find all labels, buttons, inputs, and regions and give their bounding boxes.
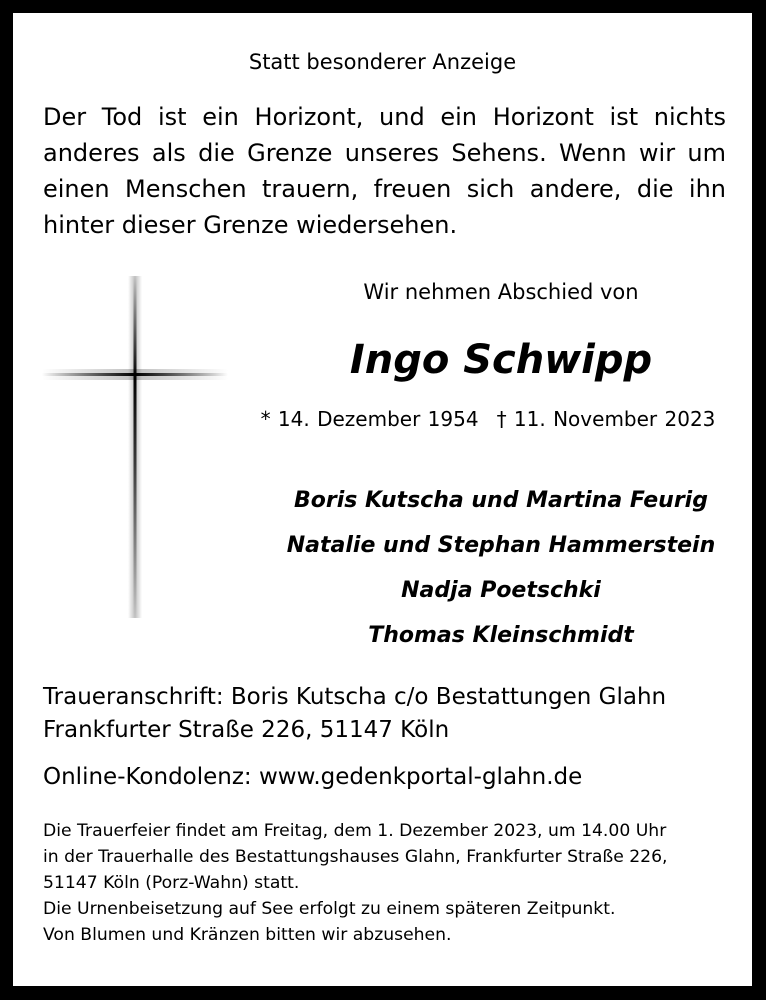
- address-line: Frankfurter Straße 226, 51147 Köln: [43, 717, 450, 743]
- info-line: in der Trauerhalle des Bestattungshauses Glahn, Frankfurter Straße 226,: [43, 847, 668, 867]
- farewell-intro: Wir nehmen Abschied von: [363, 280, 639, 304]
- birth-date: * 14. Dezember 1954: [260, 407, 479, 431]
- mourning-address: [43, 681, 733, 747]
- info-line: Die Urnenbeisetzung auf See erfolgt zu einem späteren Zeitpunkt.: [43, 899, 616, 919]
- info-line: 51147 Köln (Porz-Wahn) statt.: [43, 873, 300, 893]
- mourner-name: Nadja Poetschki: [401, 578, 601, 603]
- mourners-list: [251, 478, 751, 658]
- memorial-quote: Der Tod ist ein Horizont, und ein Horizont ist nichts anderes als die Grenze unseres Sehens. Wenn wir um einen Menschen trauern, freuen sich andere, die ihn hinter dieser Grenze wiedersehen.: [43, 103, 726, 239]
- address-line: Traueranschrift: Boris Kutscha c/o Bestattungen Glahn: [43, 684, 667, 710]
- online-condolence: Online-Kondolenz: www.gedenkportal-glahn.de: [43, 764, 583, 790]
- info-line: Von Blumen und Kränzen bitten wir abzusehen.: [43, 925, 452, 945]
- mourner-name: Natalie und Stephan Hammerstein: [286, 533, 716, 558]
- deceased-name: Ingo Schwipp: [349, 337, 653, 383]
- mourner-name: Thomas Kleinschmidt: [368, 623, 634, 648]
- life-dates: [233, 406, 743, 432]
- death-date: † 11. November 2023: [496, 407, 716, 431]
- obituary-card: [13, 13, 752, 986]
- funeral-info: [43, 818, 743, 948]
- notice-heading: Statt besonderer Anzeige: [248, 50, 517, 74]
- info-line: Die Trauerfeier findet am Freitag, dem 1. Dezember 2023, um 14.00 Uhr: [43, 821, 667, 841]
- mourner-name: Boris Kutscha und Martina Feurig: [294, 488, 708, 513]
